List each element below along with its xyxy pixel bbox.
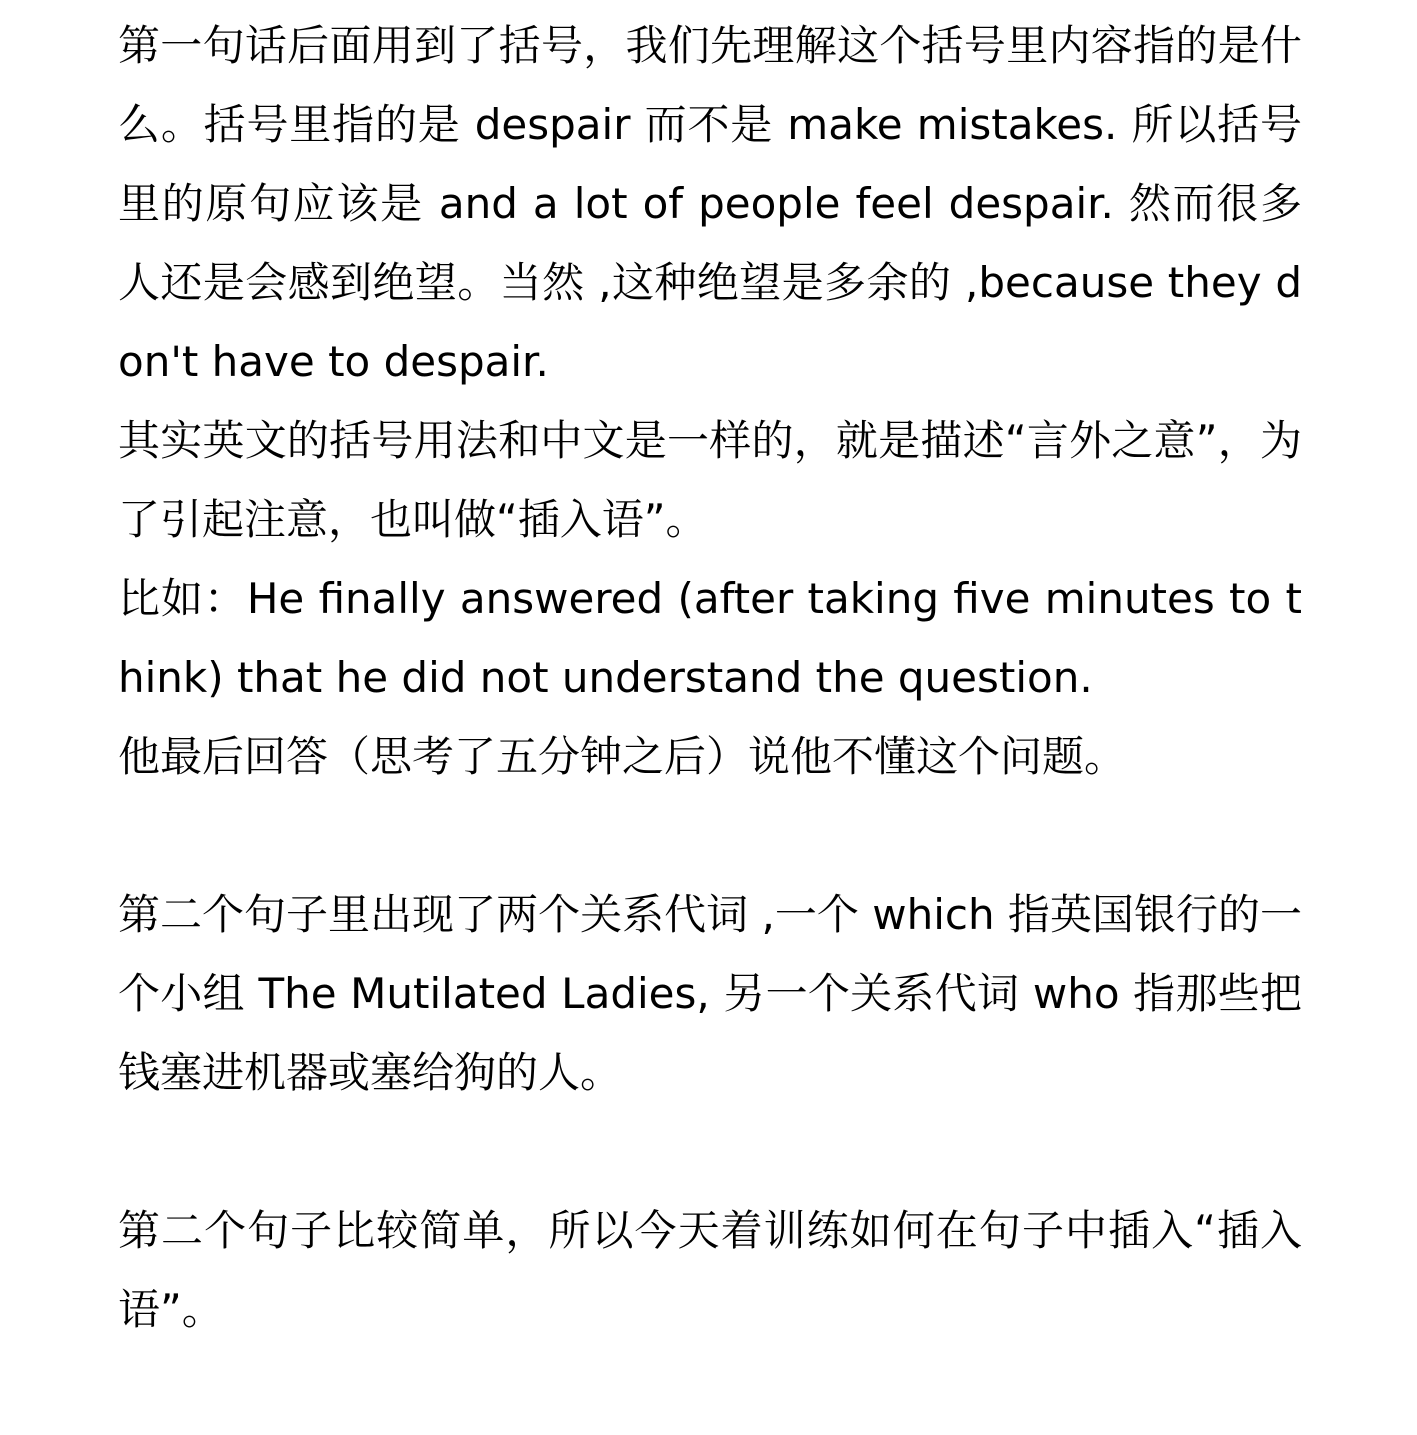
- article-body: [118, 6, 1302, 1349]
- paragraph-training-note: 第二个句子比较简单，所以今天着训练如何在句子中插入“插入语”。: [118, 1206, 1302, 1334]
- paragraph-spacer: [118, 796, 1302, 875]
- paragraph-relative-pronouns: 第二个句子里出现了两个关系代词 ,一个 which 指英国银行的一个小组 The Mutilated Ladies, 另一个关系代词 who 指那些把钱塞进机器或塞给狗的人。: [118, 890, 1302, 1097]
- paragraph-example-chinese: 他最后回答（思考了五分钟之后）说他不懂这个问题。: [118, 732, 1127, 781]
- paragraph-parentheses-explanation: 第一句话后面用到了括号，我们先理解这个括号里内容指的是什么。括号里指的是 despair 而不是 make mistakes. 所以括号里的原句应该是 and a lot of people feel despair. 然而很多人还是会感到绝望。当然 ,这种绝望是多余的 ,because they don't have to despair.: [118, 21, 1302, 386]
- paragraph-parentheses-usage: 其实英文的括号用法和中文是一样的，就是描述“言外之意”，为了引起注意，也叫做“插入语”。: [118, 416, 1302, 544]
- paragraph-spacer: [118, 1112, 1302, 1191]
- paragraph-example-english: 比如：He finally answered (after taking five minutes to think) that he did not understand the question.: [118, 574, 1302, 702]
